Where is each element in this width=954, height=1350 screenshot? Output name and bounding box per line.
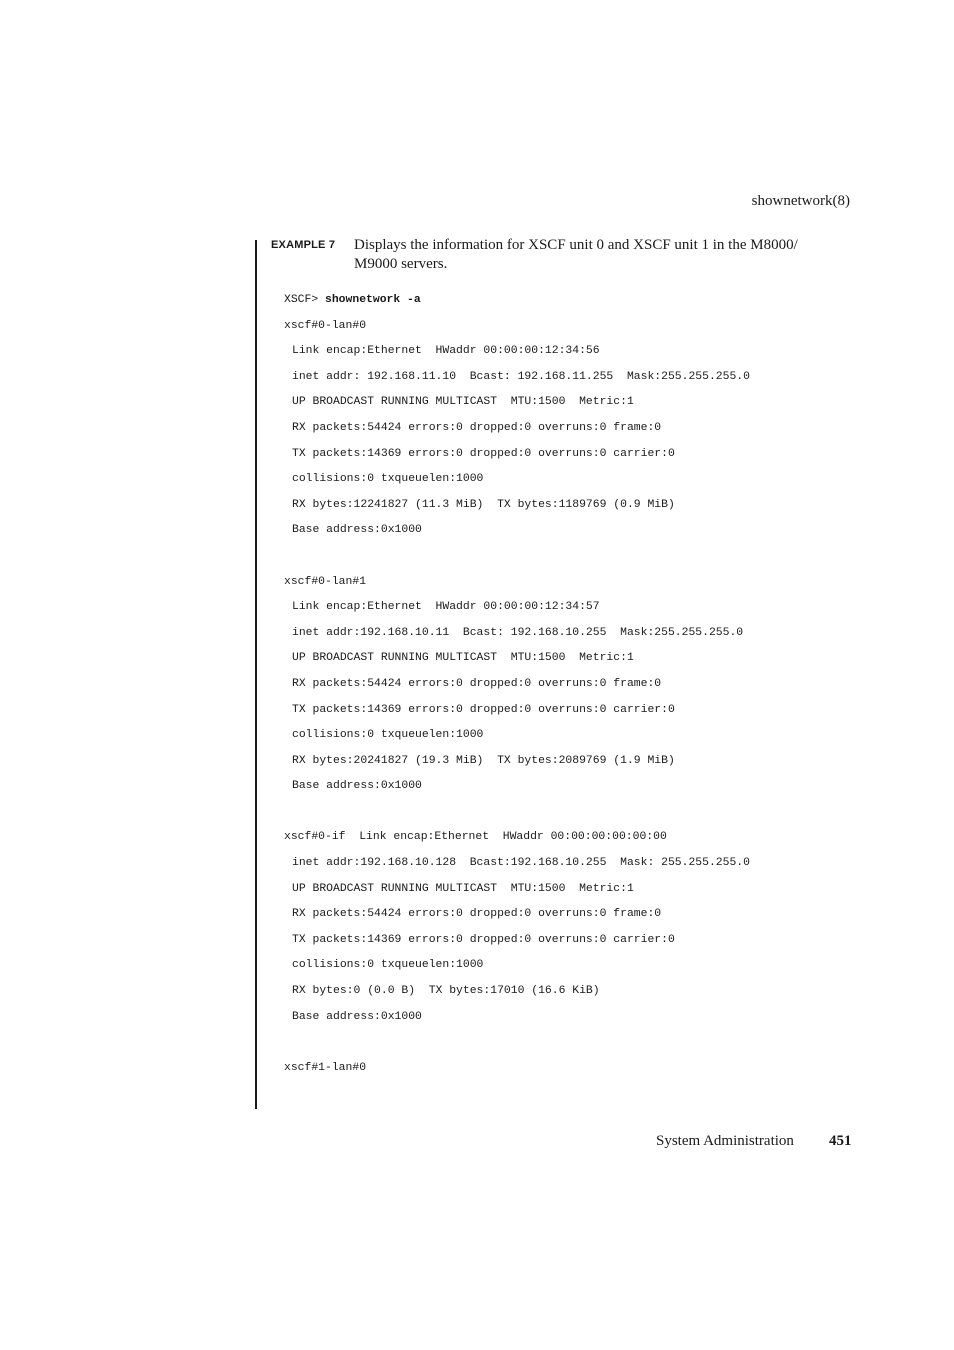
code-output-line: RX packets:54424 errors:0 dropped:0 overruns:0 frame:0: [292, 908, 662, 921]
code-output-line: RX bytes:0 (0.0 B) TX bytes:17010 (16.6 KiB): [292, 985, 600, 998]
footer-page-number: 451: [829, 1133, 852, 1149]
example-description-line-2: M9000 servers.: [354, 256, 448, 272]
code-output-line: [284, 1033, 750, 1059]
footer-section-title: System Administration: [656, 1133, 794, 1149]
code-output-line: Link encap:Ethernet HWaddr 00:00:00:12:34:56: [292, 345, 600, 358]
code-output-line: UP BROADCAST RUNNING MULTICAST MTU:1500 Metric:1: [292, 396, 634, 409]
code-output-line: [284, 547, 750, 573]
code-block: [284, 291, 750, 1084]
example-description-line-1: Displays the information for XSCF unit 0 and XSCF unit 1 in the M8000/: [354, 237, 798, 253]
code-output: [284, 317, 750, 1085]
code-output-line: Base address:0x1000: [292, 780, 422, 793]
interface-header-line: xscf#1-lan#0: [284, 1061, 367, 1074]
code-output-line: UP BROADCAST RUNNING MULTICAST MTU:1500 Metric:1: [292, 652, 634, 665]
code-output-line: RX packets:54424 errors:0 dropped:0 overruns:0 frame:0: [292, 677, 662, 690]
code-output-line: RX bytes:20241827 (19.3 MiB) TX bytes:2089769 (1.9 MiB): [292, 754, 675, 767]
example-description: [354, 236, 844, 274]
command-prompt: XSCF>: [284, 294, 326, 306]
code-output-line: inet addr: 192.168.11.10 Bcast: 192.168.11.255 Mask:255.255.255.0: [292, 370, 750, 383]
code-output-line: inet addr:192.168.10.128 Bcast:192.168.10.255 Mask: 255.255.255.0: [292, 857, 750, 870]
interface-header-line: xscf#0-lan#0: [284, 319, 367, 332]
interface-header-line: xscf#0-lan#1: [284, 575, 367, 588]
code-output-line: collisions:0 txqueuelen:1000: [292, 473, 484, 486]
command-line: [284, 291, 750, 317]
code-output-line: TX packets:14369 errors:0 dropped:0 overruns:0 carrier:0: [292, 703, 675, 716]
code-output-line: collisions:0 txqueuelen:1000: [292, 959, 484, 972]
example-margin-rule: [255, 240, 257, 1109]
code-output-line: Link encap:Ethernet HWaddr 00:00:00:12:34:57: [292, 601, 600, 614]
interface-header-line: xscf#0-if Link encap:Ethernet HWaddr 00:00:00:00:00:00: [284, 831, 667, 844]
code-output-line: Base address:0x1000: [292, 1010, 422, 1023]
code-output-line: UP BROADCAST RUNNING MULTICAST MTU:1500 Metric:1: [292, 882, 634, 895]
code-output-line: [284, 803, 750, 829]
code-output-line: RX bytes:12241827 (11.3 MiB) TX bytes:1189769 (0.9 MiB): [292, 498, 675, 511]
code-output-line: collisions:0 txqueuelen:1000: [292, 729, 484, 742]
code-output-line: TX packets:14369 errors:0 dropped:0 overruns:0 carrier:0: [292, 933, 675, 946]
code-output-line: TX packets:14369 errors:0 dropped:0 overruns:0 carrier:0: [292, 447, 675, 460]
code-output-line: Base address:0x1000: [292, 524, 422, 537]
code-output-line: RX packets:54424 errors:0 dropped:0 overruns:0 frame:0: [292, 421, 662, 434]
command-text: shownetwork -a: [325, 294, 421, 306]
running-head: shownetwork(8): [751, 193, 850, 209]
code-output-line: inet addr:192.168.10.11 Bcast: 192.168.10.255 Mask:255.255.255.0: [292, 626, 744, 639]
example-label: EXAMPLE 7: [271, 239, 336, 251]
